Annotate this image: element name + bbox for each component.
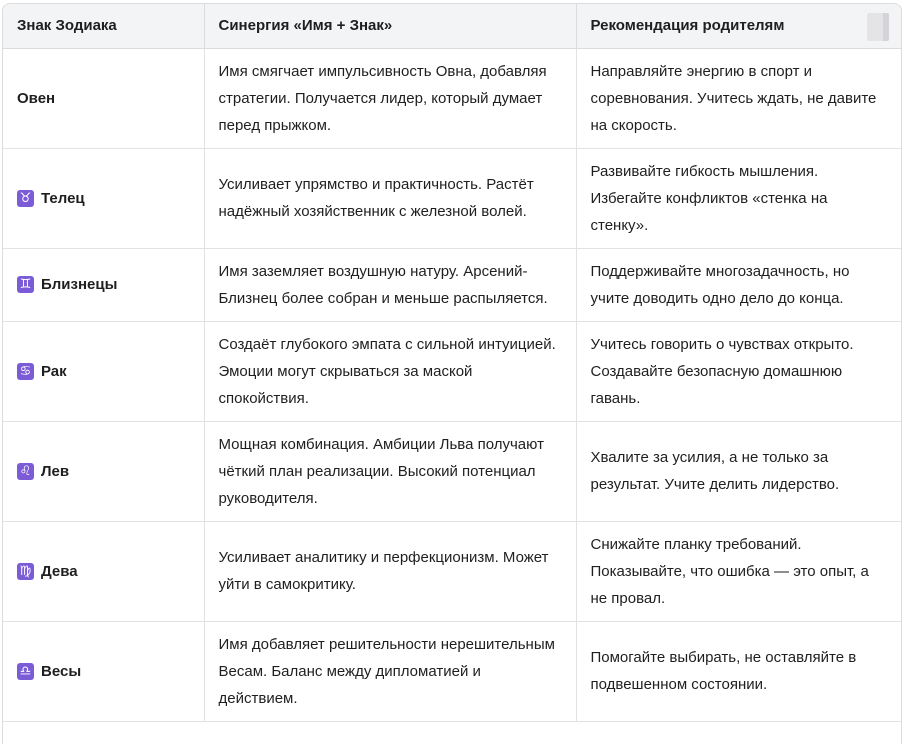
libra-icon: ♎	[17, 663, 34, 680]
advice-cell: Снижайте планку требований. Показывайте, что ошибка — это опыт, а не провал.	[576, 521, 901, 621]
table-row	[3, 521, 901, 621]
column-header-synergy: Синергия «Имя + Знак»	[204, 4, 576, 48]
advice-cell: Поддерживайте многозадачность, но учите доводить одно дело до конца.	[576, 248, 901, 321]
synergy-cell: Мощная комбинация. Амбиции Льва получают чёткий план реализации. Высокий потенциал руководителя.	[204, 421, 576, 521]
sign-cell	[3, 48, 204, 148]
table-row	[3, 48, 901, 148]
synergy-cell: Имя заземляет воздушную натуру. Арсений-Близнец более собран и меньше распыляется.	[204, 248, 576, 321]
column-header-sign: Знак Зодиака	[3, 4, 204, 48]
table-body	[3, 48, 901, 721]
sign-cell	[3, 521, 204, 621]
advice-cell: Учитесь говорить о чувствах открыто. Создавайте безопасную домашнюю гавань.	[576, 321, 901, 421]
sign-name: Дева	[41, 562, 78, 580]
advice-cell: Направляйте энергию в спорт и соревнования. Учитесь ждать, не давите на скорость.	[576, 48, 901, 148]
synergy-cell: Усиливает упрямство и практичность. Растёт надёжный хозяйственник с железной волей.	[204, 148, 576, 248]
synergy-cell: Создаёт глубокого эмпата с сильной интуицией. Эмоции могут скрываться за маской спокойствия.	[204, 321, 576, 421]
table-row	[3, 421, 901, 521]
advice-cell: Развивайте гибкость мышления. Избегайте конфликтов «стенка на стенку».	[576, 148, 901, 248]
sign-name: Рак	[41, 362, 67, 380]
sign-name: Близнецы	[41, 276, 118, 293]
gemini-icon: ♊	[17, 276, 34, 293]
horizontal-scroll-handle[interactable]	[867, 13, 889, 41]
sign-cell	[3, 248, 204, 321]
sign-name: Телец	[41, 189, 85, 207]
advice-cell: Хвалите за усилия, а не только за результат. Учите делить лидерство.	[576, 421, 901, 521]
column-header-advice-label: Рекомендация родителям	[590, 17, 785, 35]
table-row	[3, 621, 901, 721]
sign-cell	[3, 321, 204, 421]
synergy-cell: Имя смягчает импульсивность Овна, добавляя стратегии. Получается лидер, который думает перед прыжком.	[204, 48, 576, 148]
taurus-icon: ♉	[17, 190, 34, 207]
table-header	[3, 4, 901, 48]
sign-name: Овен	[17, 89, 56, 107]
sign-name: Лев	[41, 462, 70, 480]
synergy-cell: Усиливает аналитику и перфекционизм. Может уйти в самокритику.	[204, 521, 576, 621]
advice-cell: Помогайте выбирать, не оставляйте в подвешенном состоянии.	[576, 621, 901, 721]
virgo-icon: ♍	[17, 563, 34, 580]
table-row	[3, 248, 901, 321]
leo-icon: ♌	[17, 463, 34, 480]
table-row	[3, 148, 901, 248]
sign-cell	[3, 421, 204, 521]
synergy-cell: Имя добавляет решительности нерешительным Весам. Баланс между дипломатией и действием.	[204, 621, 576, 721]
zodiac-table	[3, 4, 901, 722]
header-row	[3, 4, 901, 48]
sign-cell	[3, 621, 204, 721]
table-row	[3, 321, 901, 421]
cancer-icon: ♋	[17, 363, 34, 380]
column-header-advice	[576, 4, 901, 48]
zodiac-table-container	[2, 3, 902, 744]
sign-name: Весы	[41, 662, 82, 680]
sign-cell	[3, 148, 204, 248]
